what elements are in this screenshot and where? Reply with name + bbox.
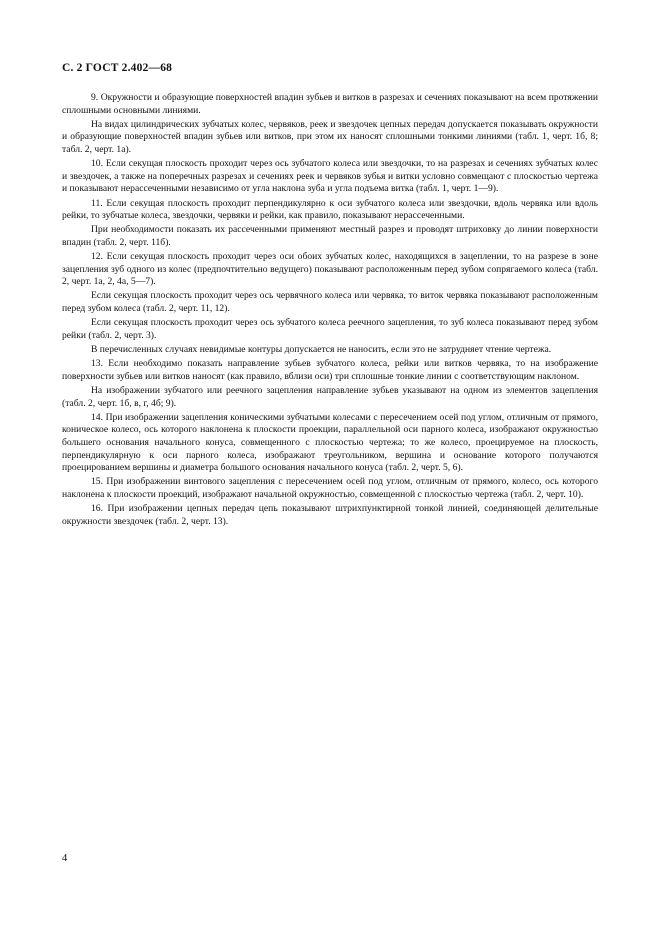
paragraph-11: 11. Если секущая плоскость проходит перпендикулярно к оси зубчатого колеса или звездочки, вдоль червяка или вдоль рейки, то зубчатые колеса, звездочки, червяки и рейки, как правило, показывают нерассеченными.	[62, 197, 598, 222]
paragraph-13-cont: На изображении зубчатого или реечного зацепления направление зубьев указывают на одном из элементов зацепления (табл. 2, черт. 1б, в, г, 4б; 9).	[62, 385, 598, 409]
paragraph-12-cont-1: Если секущая плоскость проходит через ось червячного колеса или червяка, то виток червяка показывают расположенным перед зубом колеса (табл. 2, черт. 11, 12).	[62, 290, 598, 315]
paragraph-14: 14. При изображении зацепления коническими зубчатыми колесами с пересечением осей под углом, отличным от прямого, коническое колесо, ось которого наклонена к плоскости проекции, параллельной оси парного колеса, изображают окружностью большего основания начального конуса, совмещенного с плоскостью чертежа; то же колесо, проецируемое на плоскость, перпендикулярную к оси парного колеса, изображают треугольником, вершина и основание которого получаются проецированием вершины и диаметра большого основания начального конуса (табл. 2, черт. 5, 6).	[62, 411, 598, 474]
document-page	[62, 62, 598, 530]
paragraph-9: 9. Окружности и образующие поверхностей впадин зубьев и витков в разрезах и сечениях показывают на всем протяжении сплошными основными линиями.	[62, 92, 598, 116]
paragraph-12: 12. Если секущая плоскость проходит через оси обоих зубчатых колес, находящихся в зацеплении, то на разрезе в зоне зацепления зуб одного из колес (предпочтительно ведущего) показывают расположенным перед зубом сопрягаемого колеса (табл. 2, черт. 1а, 2, 4а, 5—7).	[62, 251, 598, 288]
page-number: 4	[62, 853, 68, 864]
paragraph-16: 16. При изображении цепных передач цепь показывают штрихпунктирной тонкой линией, соединяющей делительные окружности звездочек (табл. 2, черт. 13).	[62, 503, 598, 527]
paragraph-12-cont-2: Если секущая плоскость проходит через ось зубчатого колеса реечного зацепления, то зуб колеса показывают перед зубом рейки (табл. 2, черт. 3).	[62, 317, 598, 341]
paragraph-13: 13. Если необходимо показать направление зубьев зубчатого колеса, рейки или витков червяка, то на изображение поверхности зубьев или витков наносят (как правило, вблизи оси) три сплошные тонкие линии с соответствующим наклоном.	[62, 358, 598, 382]
page-header: С. 2 ГОСТ 2.402—68	[62, 62, 173, 74]
paragraph-15: 15. При изображении винтового зацепления с пересечением осей под углом, отличным от прямого, колесо, ось которого наклонена к плоскости проекций, изображают начальной окружностью, совмещенной с плоскостью чертежа (табл. 2, черт. 10).	[62, 476, 598, 500]
paragraph-9-cont: На видах цилиндрических зубчатых колес, червяков, реек и звездочек цепных передач допускается показывать окружности и образующие поверхностей впадин зубьев или витков, при этом их наносят сплошными тонкими линиями (табл. 1, черт. 1б, 8; табл. 2, черт. 1а).	[62, 118, 598, 155]
paragraph-10: 10. Если секущая плоскость проходит через ось зубчатого колеса или звездочки, то на разрезах и сечениях зубчатых колес и звездочек, а также на поперечных разрезах и сечениях реек и червяков зубья и витки условно совмещают с плоскостью чертежа и показывают нерассеченными независимо от угла наклона зуба и угла подъема витка (табл. 1, черт. 1—9).	[62, 158, 598, 195]
document-body	[62, 92, 598, 528]
paragraph-11-cont: При необходимости показать их рассеченными применяют местный разрез и проводят штриховку до линии поверхности впадин (табл. 2, черт. 11б).	[62, 224, 598, 248]
paragraph-12-cont-3: В перечисленных случаях невидимые контуры допускается не наносить, если это не затрудняет чтение чертежа.	[91, 344, 552, 356]
